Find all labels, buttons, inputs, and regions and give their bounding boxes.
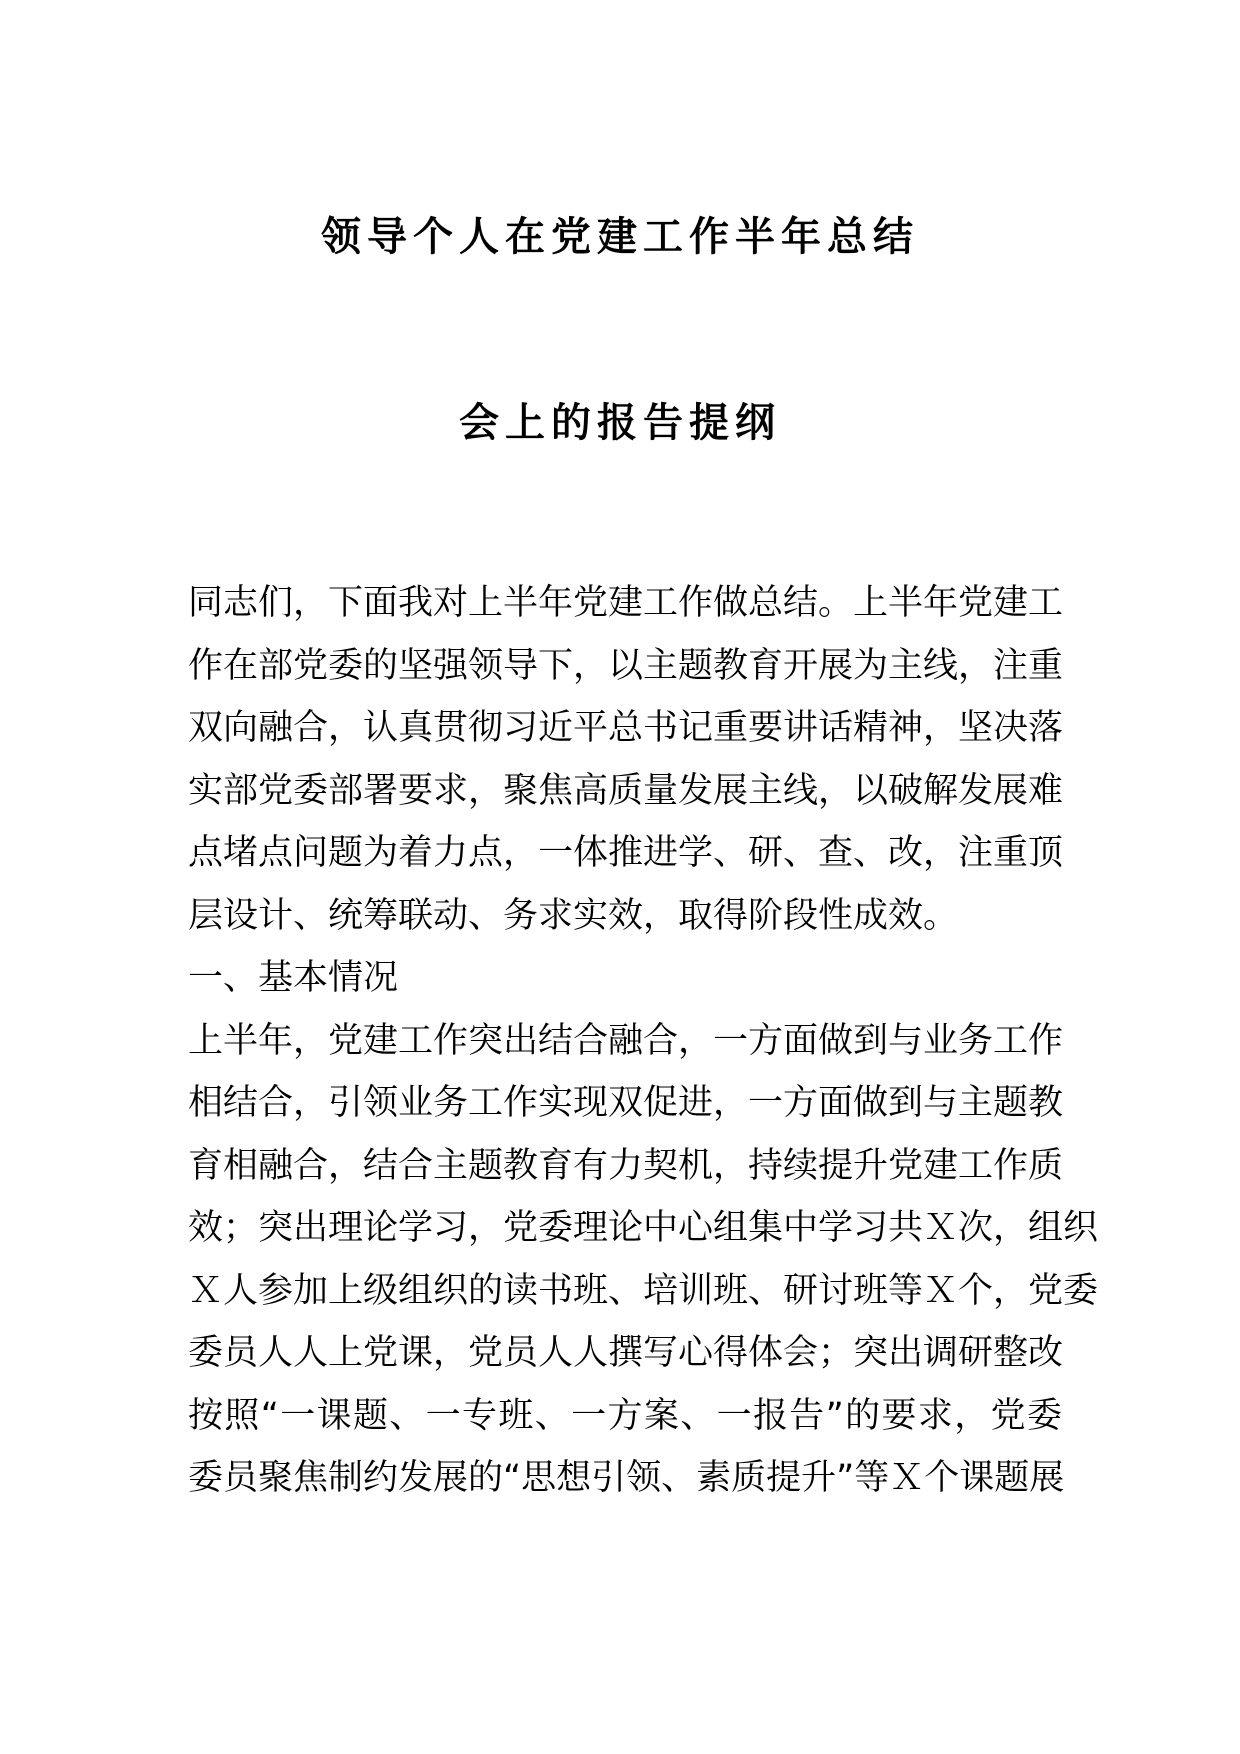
document-title-line-2: 会上的报告提纲	[459, 400, 781, 446]
body-line: 层设计、统筹联动、务求实效，取得阶段性成效。	[188, 895, 959, 936]
body-line: 点堵点问题为着力点，一体推进学、研、查、改，注重顶	[188, 833, 1064, 873]
body-line: 作在部党委的坚强领导下，以主题教育开展为主线，注重	[188, 645, 1064, 686]
body-line: 双向融合，认真贯彻习近平总书记重要讲话精神，坚决落	[188, 708, 1064, 748]
body-line: 育相融合，结合主题教育有力契机，持续提升党建工作质	[188, 1145, 1064, 1186]
body-line: 委员聚焦制约发展的“思想引领、素质提升”等Ｘ个课题展	[188, 1458, 1065, 1498]
body-line: 上半年，党建工作突出结合融合，一方面做到与业务工作	[188, 1020, 1064, 1061]
body-line: 同志们，下面我对上半年党建工作做总结。上半年党建工	[188, 583, 1064, 623]
body-line: 实部党委部署要求，聚焦高质量发展主线，以破解发展难	[188, 770, 1064, 811]
body-line: 按照“一课题、一专班、一方案、一报告”的要求，党委	[188, 1395, 1062, 1436]
body-line: Ｘ人参加上级组织的读书班、培训班、研讨班等Ｘ个，党委	[188, 1270, 1099, 1311]
section-heading: 一、基本情况	[188, 958, 399, 998]
body-line: 相结合，引领业务工作实现双促进，一方面做到与主题教	[188, 1083, 1064, 1123]
document-body	[188, 572, 1099, 1510]
body-line: 效；突出理论学习，党委理论中心组集中学习共Ｘ次，组织	[188, 1208, 1099, 1248]
document-title-line-1: 领导个人在党建工作半年总结	[321, 214, 919, 260]
body-line: 委员人人上党课，党员人人撰写心得体会；突出调研整改	[188, 1333, 1064, 1373]
